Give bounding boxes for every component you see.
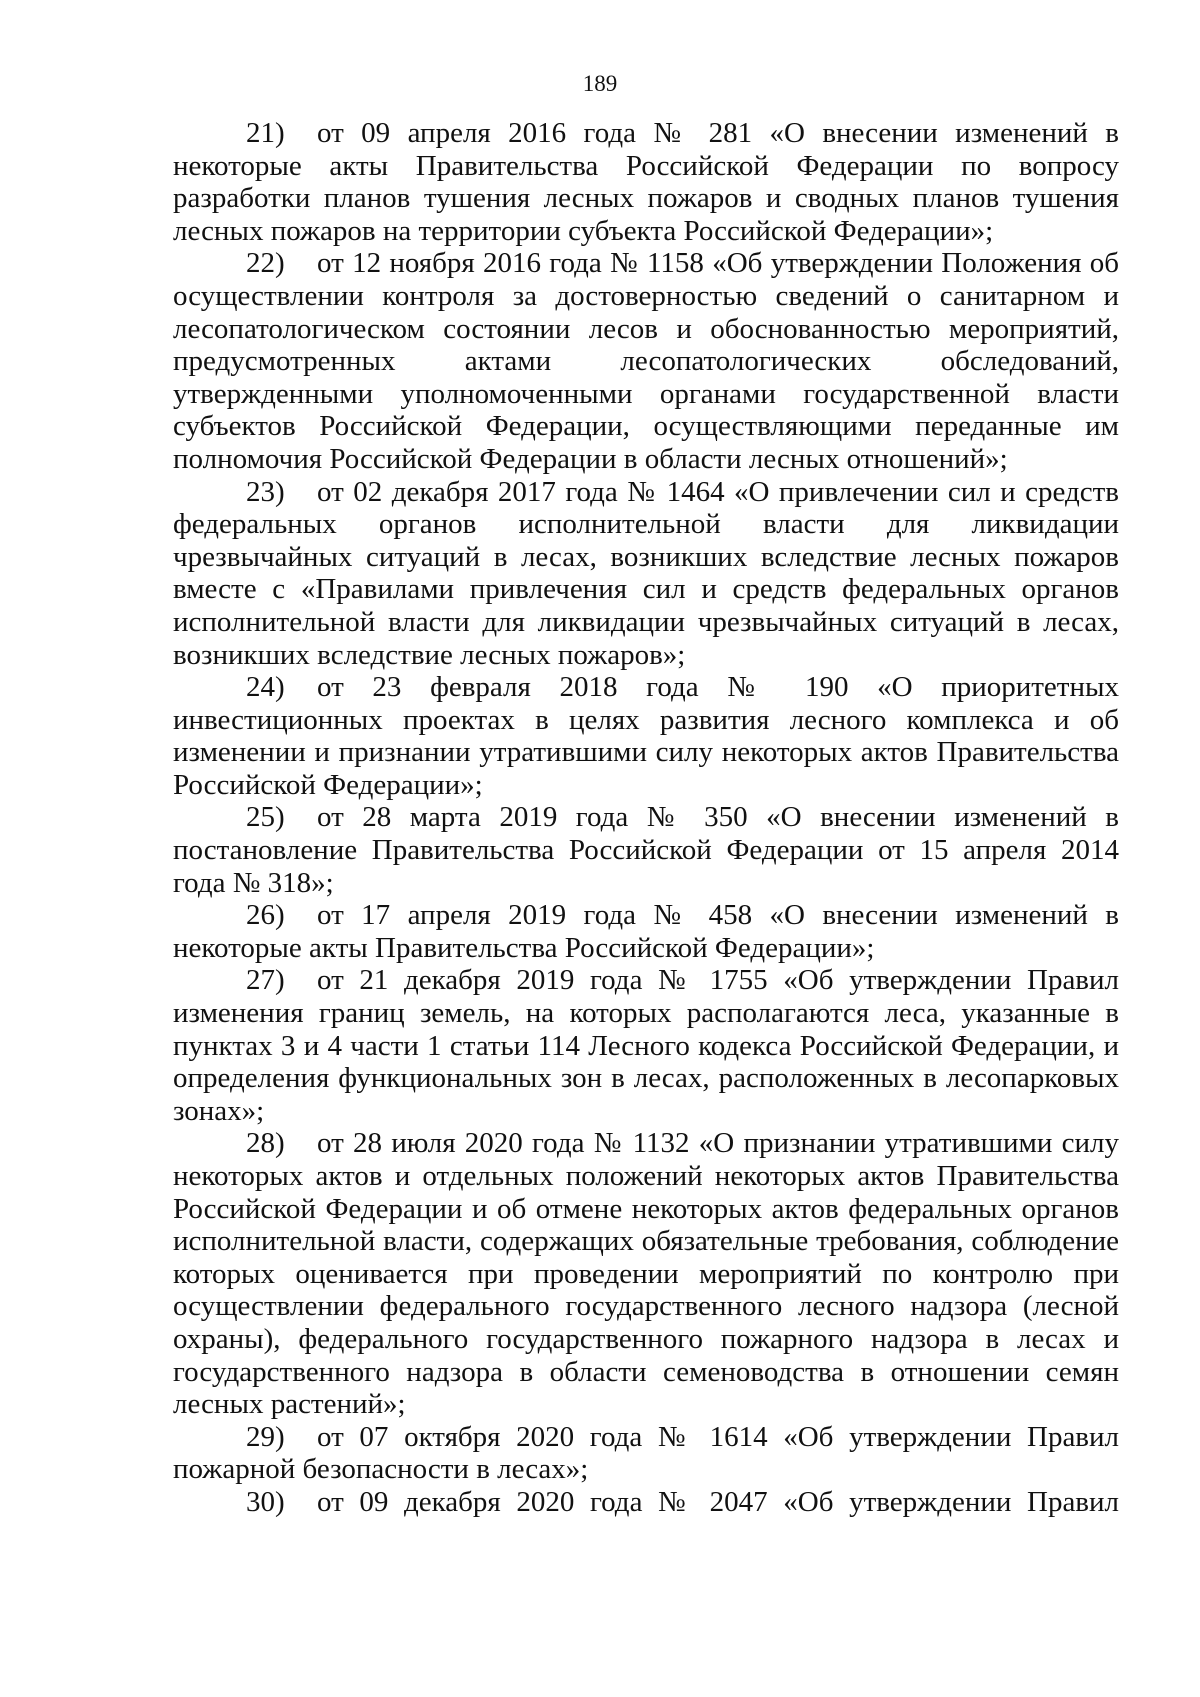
list-item-24 bbox=[173, 671, 1119, 801]
list-item-21 bbox=[173, 117, 1119, 247]
item-text: от 17 апреля 2019 года № 458 «О внесении изменений в некоторые акты Правительства Российской Федерации»; bbox=[173, 899, 1119, 964]
list-item-23 bbox=[173, 476, 1119, 672]
page-number: 189 bbox=[582, 71, 618, 96]
item-text: от 28 марта 2019 года № 350 «О внесении изменений в постановление Правительства Российской Федерации от 15 апреля 2014 года № 318»; bbox=[173, 801, 1119, 899]
list-item-22 bbox=[173, 247, 1119, 475]
item-text: от 12 ноября 2016 года № 1158 «Об утверждении Положения об осуществлении контроля за достоверностью сведений о санитарном и лесопатологическом состоянии лесов и обоснованностью мероприятий, предусмотренных актами лесопатологических обследований, утвержденными уполномоченными органами государственной власти субъектов Российской Федерации, осуществляющими переданные им полномочия Российской Федерации в области лесных отношений»; bbox=[173, 247, 1119, 475]
document-body bbox=[173, 117, 1119, 1519]
item-number: 28) bbox=[246, 1127, 285, 1160]
item-number: 30) bbox=[246, 1485, 285, 1518]
item-text: от 02 декабря 2017 года № 1464 «О привлечении сил и средств федеральных органов исполнительной власти для ликвидации чрезвычайных ситуаций в лесах, возникших вследствие лесных пожаров вместе с «Правилами привлечения сил и средств федеральных органов исполнительной власти для ликвидации чрезвычайных ситуаций в лесах, возникших вследствие лесных пожаров»; bbox=[173, 475, 1119, 671]
list-item-29 bbox=[173, 1421, 1119, 1486]
list-item-28 bbox=[173, 1127, 1119, 1420]
item-number: 25) bbox=[246, 801, 285, 834]
list-item-25 bbox=[173, 801, 1119, 899]
list-item-30 bbox=[173, 1486, 1119, 1519]
item-number: 24) bbox=[246, 671, 285, 704]
item-number: 27) bbox=[246, 964, 285, 997]
item-text: от 07 октября 2020 года № 1614 «Об утверждении Правил пожарной безопасности в лесах»; bbox=[173, 1420, 1119, 1486]
item-number: 29) bbox=[246, 1420, 285, 1453]
item-text: от 23 февраля 2018 года № 190 «О приоритетных инвестиционных проектах в целях развития лесного комплекса и об изменении и признании утратившими силу некоторых актов Правительства Российской Федерации»; bbox=[173, 671, 1119, 801]
item-number: 21) bbox=[246, 117, 285, 149]
item-number: 26) bbox=[246, 899, 285, 932]
list-item-26 bbox=[173, 899, 1119, 964]
item-text: от 09 апреля 2016 года № 281 «О внесении изменений в некоторые акты Правительства Российской Федерации по вопросу разработки планов тушения лесных пожаров и сводных планов тушения лесных пожаров на территории субъекта Российской Федерации»; bbox=[173, 117, 1119, 247]
item-text: от 09 декабря 2020 года № 2047 «Об утверждении Правил bbox=[317, 1485, 1119, 1518]
item-number: 22) bbox=[246, 247, 285, 280]
item-number: 23) bbox=[246, 475, 285, 508]
item-text: от 28 июля 2020 года № 1132 «О признании утратившими силу некоторых актов и отдельных положений некоторых актов Правительства Российской Федерации и об отмене некоторых актов федеральных органов исполнительной власти, содержащих обязательные требования, соблюдение которых оценивается при проведении мероприятий по контролю при осуществлении федерального государственного лесного надзора (лесной охраны), федерального государственного пожарного надзора в лесах и государственного надзора в области семеноводства в отношении семян лесных растений»; bbox=[173, 1127, 1119, 1421]
item-text: от 21 декабря 2019 года № 1755 «Об утверждении Правил изменения границ земель, на которых располагаются леса, указанные в пунктах 3 и 4 части 1 статьи 114 Лесного кодекса Российской Федерации, и определения функциональных зон в лесах, расположенных в лесопарковых зонах»; bbox=[173, 964, 1119, 1127]
list-item-27 bbox=[173, 964, 1119, 1127]
